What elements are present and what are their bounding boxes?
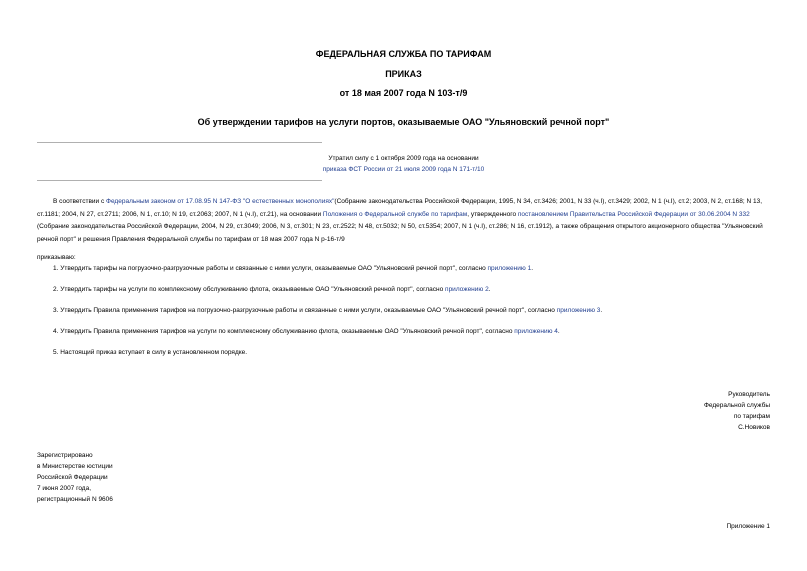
order-item-end: . xyxy=(531,265,533,272)
divider-bottom xyxy=(37,180,322,181)
order-item-5 xyxy=(53,349,247,356)
order-item-text: 4. Утвердить Правила применения тарифов на услуги по комплексному обслуживанию флота, оказываемые ОАО "Ульяновский речной порт", согласно xyxy=(53,328,515,335)
status-note-text: Утратил силу с 1 октября 2009 года на основании xyxy=(328,155,479,162)
signatory-name: С.Новиков xyxy=(738,424,770,431)
preamble-text-2: (Собрание законодательства Российской Федерации, 1995, N 34, ст.3426; 2001, N 33 (ч.I), ст.3429; 2002, N 1 (ч.I), ст.2; 2003, N 2, ст.168; N 13, ст.1181; 2004, N 27, ст.2711; 2006, N 1, ст.10; N 19, ст.2063; 2007, N 1 (ч.I), ст.21), на основании xyxy=(37,198,763,218)
registration-block xyxy=(37,450,113,505)
repeal-order-link[interactable]: приказа ФСТ России от 21 июля 2009 года N 171-т/10 xyxy=(322,166,485,173)
order-item-end: . xyxy=(557,328,560,335)
signature-block xyxy=(704,389,770,433)
government-decree-link[interactable]: постановлением Правительства Российской Федерации от 30.06.2004 N 332 xyxy=(517,210,750,218)
order-item-2 xyxy=(53,286,491,293)
appendix-2-link[interactable]: приложению 2 xyxy=(445,286,489,293)
registration-date: 7 июня 2007 года, xyxy=(37,485,92,492)
appendix-3-link[interactable]: приложению 3 xyxy=(556,307,601,314)
order-item-end: . xyxy=(600,307,603,314)
document-subject: Об утверждении тарифов на услуги портов, оказываемые ОАО "Ульяновский речной порт" xyxy=(197,117,610,127)
order-item-text: 2. Утвердить тарифы на услуги по комплексному обслуживанию флота, оказываемые ОАО "Ульяновский речной порт", согласно xyxy=(53,286,446,293)
registration-line: в Министерстве юстиции xyxy=(37,463,113,470)
registration-line: Зарегистрировано xyxy=(37,452,93,459)
agency-title: ФЕДЕРАЛЬНАЯ СЛУЖБА ПО ТАРИФАМ xyxy=(315,49,492,59)
status-note-line xyxy=(296,164,511,175)
appendix-label: Приложение 1 xyxy=(726,523,770,530)
federal-law-link[interactable]: Федеральным законом от 17.08.95 N 147-ФЗ "О естественных монополиях" xyxy=(106,198,335,205)
order-item-3 xyxy=(53,307,602,314)
order-item-text: 1. Утвердить тарифы на погрузочно-разгрузочные работы и связанные с ними услуги, оказываемые ОАО "Ульяновский речной порт", согласно xyxy=(53,265,488,272)
document-type: ПРИКАЗ xyxy=(385,69,422,79)
divider-top xyxy=(37,142,322,143)
document-date-number: от 18 мая 2007 года N 103-т/9 xyxy=(339,88,468,98)
preamble-text-1: В соответствии с xyxy=(53,198,107,205)
order-item-text: 5. Настоящий приказ вступает в силу в установленном порядке. xyxy=(53,349,248,356)
registration-number: регистрационный N 9606 xyxy=(37,496,113,503)
preamble-text-3: , утвержденного xyxy=(467,210,518,218)
appendix-1-link[interactable]: приложению 1 xyxy=(487,265,532,272)
preamble-text-4: (Собрание законодательства Российской Федерации, 2004, N 29, ст.3049; 2006, N 3, ст.301; N 23, ст.2522; N 48, ст.5032; N 50, ст.5354; 2007, N 1 (ч.I), ст.286; N 16, ст.1912), а также обращения открытого акционерного общества "Ульяновский речной порт" и решения Правления Федеральной службы по тарифам от 18 мая 2007 года N р-16-т/9 xyxy=(37,223,763,243)
order-item-text: 3. Утвердить Правила применения тарифов на погрузочно-разгрузочные работы и связанные с ними услуги, оказываемые ОАО "Ульяновский речной порт", согласно xyxy=(53,307,557,314)
order-item-end: . xyxy=(488,286,491,293)
order-item-1 xyxy=(53,265,533,272)
order-lead: приказываю: xyxy=(37,254,76,261)
signature-line: по тарифам xyxy=(733,413,770,420)
signature-line: Федеральной службы xyxy=(703,402,770,409)
registration-line: Российской Федерации xyxy=(37,474,108,481)
fst-regulation-link[interactable]: Положения о Федеральной службе по тарифам xyxy=(322,210,468,218)
order-item-4 xyxy=(53,328,560,335)
appendix-4-link[interactable]: приложению 4 xyxy=(514,328,558,335)
preamble-paragraph xyxy=(37,196,771,246)
signature-line: Руководитель xyxy=(728,391,770,398)
